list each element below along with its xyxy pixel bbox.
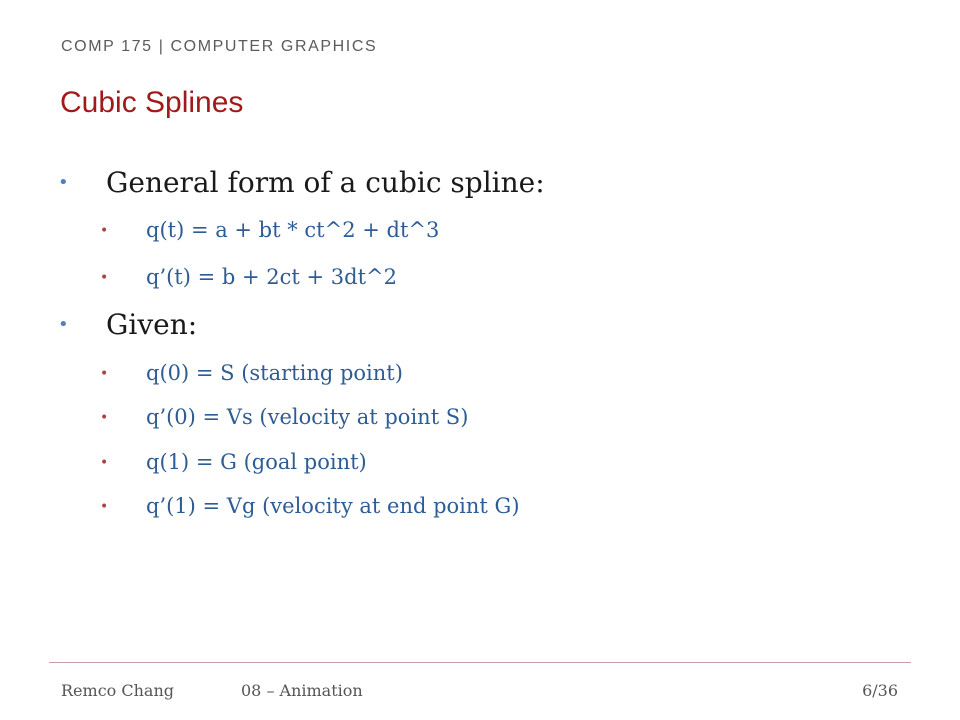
course-header: COMP 175 | COMPUTER GRAPHICS bbox=[61, 38, 378, 55]
sub-bullet-dot: • bbox=[100, 410, 109, 426]
sub-bullet-dot: • bbox=[100, 455, 109, 471]
bullet-text: General form of a cubic spline: bbox=[106, 166, 545, 199]
bullet-text: Given: bbox=[106, 308, 198, 341]
sub-bullet-text: q(1) = G (goal point) bbox=[146, 450, 367, 474]
sub-bullet-q-1 bbox=[100, 450, 367, 474]
footer-divider bbox=[49, 662, 911, 663]
sub-bullet-q-prime-1 bbox=[100, 494, 520, 518]
sub-bullet-dot: • bbox=[100, 270, 109, 286]
sub-bullet-dot: • bbox=[100, 366, 109, 382]
bullet-dot: • bbox=[58, 172, 69, 193]
footer-page-number: 6/36 bbox=[862, 681, 898, 700]
bullet-general-form bbox=[58, 166, 545, 199]
sub-bullet-dot: • bbox=[100, 499, 109, 515]
sub-bullet-q-prime-0 bbox=[100, 405, 469, 429]
sub-bullet-dot: • bbox=[100, 223, 109, 239]
sub-bullet-q-t bbox=[100, 218, 440, 242]
sub-bullet-text: q’(0) = Vs (velocity at point S) bbox=[146, 405, 469, 429]
sub-bullet-text: q’(t) = b + 2ct + 3dt^2 bbox=[146, 265, 397, 289]
bullet-given bbox=[58, 308, 198, 341]
bullet-dot: • bbox=[58, 314, 69, 335]
sub-bullet-q-0 bbox=[100, 361, 403, 385]
sub-bullet-text: q(0) = S (starting point) bbox=[146, 361, 403, 385]
sub-bullet-text: q’(1) = Vg (velocity at end point G) bbox=[146, 494, 520, 518]
footer-lecture: 08 – Animation bbox=[241, 681, 363, 700]
slide-title: Cubic Splines bbox=[60, 86, 244, 119]
footer-author: Remco Chang bbox=[61, 681, 174, 700]
sub-bullet-text: q(t) = a + bt * ct^2 + dt^3 bbox=[146, 218, 440, 242]
sub-bullet-q-prime-t bbox=[100, 265, 397, 289]
